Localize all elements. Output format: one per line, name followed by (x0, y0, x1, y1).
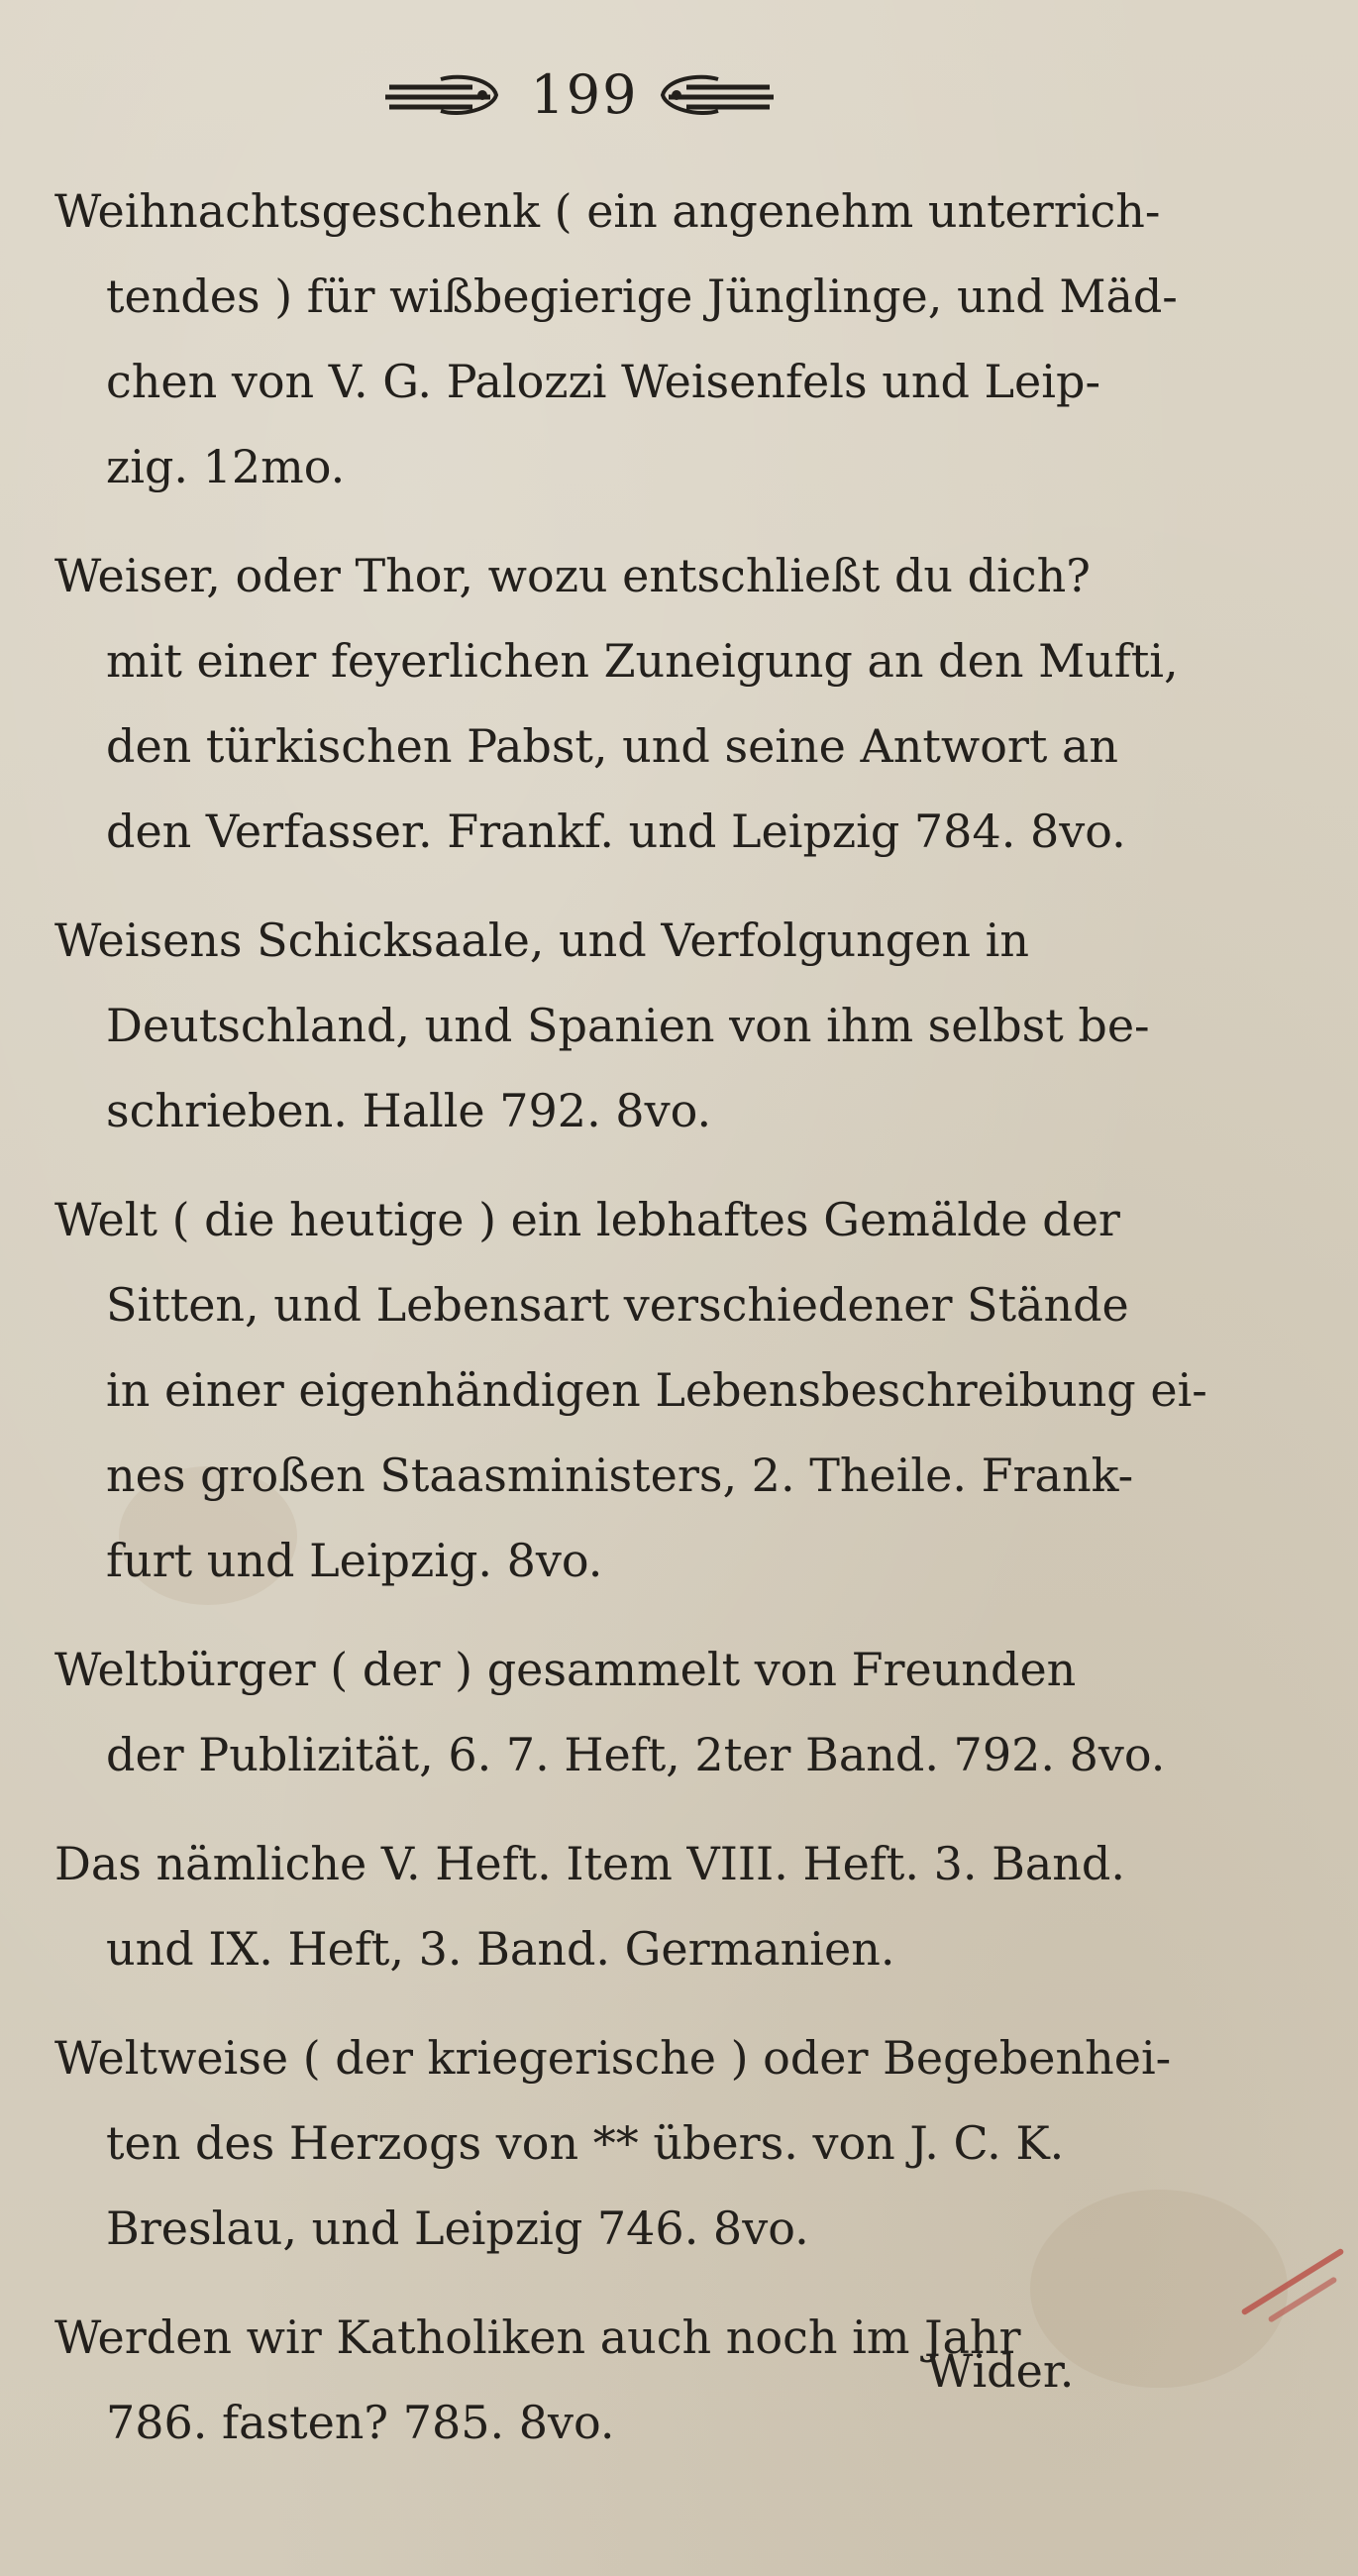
catalogue-entry (54, 533, 1179, 874)
entry-line: chen von V. G. Palozzi Weisenfels und Leip- (106, 355, 1100, 408)
entry-line: Breslau, und Leipzig 746. 8vo. (106, 2201, 809, 2255)
entry-line: Weltweise ( der kriegerische ) oder Begebenhei- (54, 2031, 1172, 2085)
catalogue-entries (54, 168, 1207, 2489)
entry-line: furt und Leipzig. 8vo. (106, 1534, 603, 1587)
page-number: 199 (530, 63, 639, 126)
entry-line: und IX. Heft, 3. Band. Germanien. (106, 1922, 895, 1976)
ornament-rule-icon (381, 69, 500, 125)
catalogue-entry (54, 1177, 1207, 1603)
catchword: Wider. (926, 2344, 1075, 2398)
ornament-rule-icon (659, 69, 778, 125)
catalogue-entry (54, 1821, 1164, 1991)
entry-line: Weiser, oder Thor, wozu entschließt du dich? (54, 549, 1091, 602)
entry-line: Weltbürger ( der ) gesammelt von Freunden (54, 1643, 1077, 1696)
entry-line: der Publizität, 6. 7. Heft, 2ter Band. 792. 8vo. (106, 1728, 1166, 1781)
entry-line: den Verfasser. Frankf. und Leipzig 784. 8vo. (106, 805, 1126, 858)
catalogue-entry (54, 1627, 1164, 1797)
entry-line: mit einer feyerlichen Zuneigung an den Mufti, (106, 634, 1179, 688)
entry-line: Sitten, und Lebensart verschiedener Stände (106, 1278, 1129, 1332)
entry-line: schrieben. Halle 792. 8vo. (106, 1084, 712, 1137)
entry-line: Werden wir Katholiken auch noch im Jahr (54, 2310, 1021, 2364)
entry-line: Welt ( die heutige ) ein lebhaftes Gemälde der (54, 1193, 1120, 1246)
entry-line: in einer eigenhändigen Lebensbeschreibung ei- (106, 1363, 1207, 1417)
catalogue-entry (54, 898, 1164, 1153)
entry-line: 786. fasten? 785. 8vo. (106, 2396, 615, 2449)
entry-line: tendes ) für wißbegierige Jünglinge, und Mäd- (106, 269, 1178, 323)
entry-line: Weisens Schicksaale, und Verfolgungen in (54, 913, 1029, 967)
entry-line: Deutschland, und Spanien von ihm selbst be- (106, 999, 1150, 1052)
entry-line: Das nämliche V. Heft. Item VIII. Heft. 3. Band. (54, 1837, 1125, 1890)
entry-line: den türkischen Pabst, und seine Antwort an (106, 719, 1119, 773)
entry-line: ten des Herzogs von ** übers. von J. C. K. (106, 2116, 1065, 2170)
page-header (0, 57, 1358, 147)
entry-line: nes großen Staasministers, 2. Theile. Frank- (106, 1449, 1134, 1502)
entry-line: zig. 12mo. (106, 440, 346, 493)
entry-line: Weihnachtsgeschenk ( ein angenehm unterrich- (54, 184, 1161, 238)
catalogue-entry (54, 2015, 1172, 2271)
catalogue-entry (54, 168, 1178, 509)
